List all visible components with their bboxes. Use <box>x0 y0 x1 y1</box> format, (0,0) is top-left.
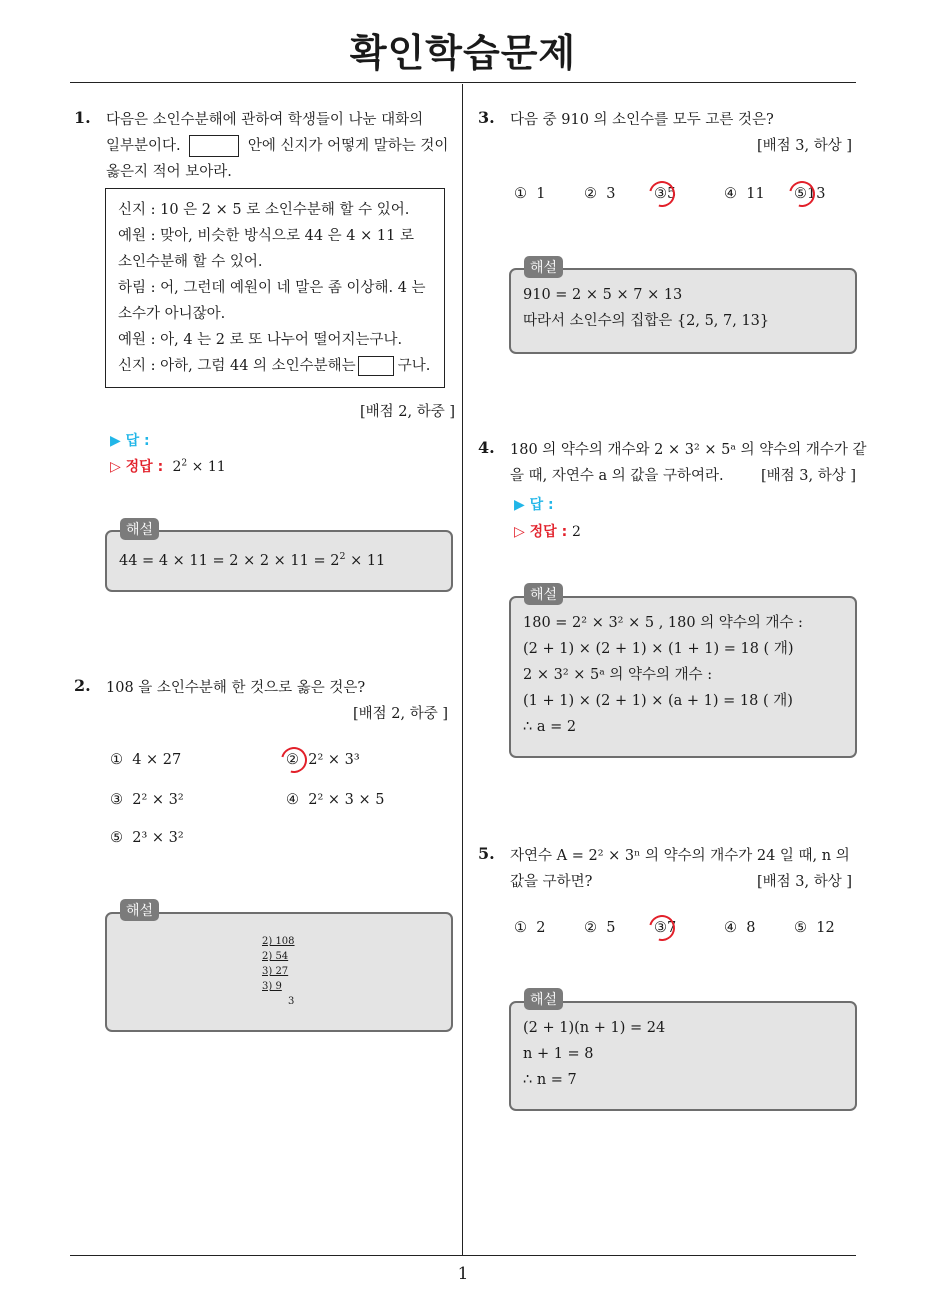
question-text: 다음 중 910 의 소인수를 모두 고른 것은? <box>510 112 774 128</box>
option-5[interactable]: ⑤13 <box>794 186 826 202</box>
explanation-line: n + 1 = 8 <box>523 1046 594 1062</box>
option-3[interactable]: ③7 <box>654 920 677 936</box>
question-text: 일부분이다. 안에 신지가 어떻게 말하는 것이 <box>106 134 448 157</box>
option-4[interactable]: ④ 2² × 3 × 5 <box>286 792 385 808</box>
explanation-line: 따라서 소인수의 집합은 {2, 5, 7, 13} <box>523 313 770 329</box>
explanation-box <box>509 596 857 758</box>
selected-mark-icon: ③ <box>654 186 667 202</box>
option-3[interactable]: ③5 <box>654 186 677 202</box>
question-number: 3. <box>478 108 495 127</box>
option-5[interactable]: ⑤ 2³ × 3² <box>110 830 184 846</box>
dialog-line: 하림 : 어, 그런데 예원이 네 말은 좀 이상해. 4 는 <box>118 280 426 296</box>
question-number: 2. <box>74 676 91 695</box>
score-meta: [배점 3, 하상 ] <box>760 468 856 484</box>
selected-mark-icon: ② <box>286 752 299 768</box>
explanation-tag: 해설 <box>120 899 159 921</box>
score-meta: [배점 2, 하중 ] <box>359 404 455 420</box>
explanation-line: (1 + 1) × (2 + 1) × (a + 1) = 18 ( 개) <box>523 693 793 709</box>
question-text: 180 의 약수의 개수와 2 × 3² × 5ᵃ 의 약수의 개수가 같 <box>510 442 867 458</box>
option-4[interactable]: ④ 8 <box>724 920 756 936</box>
score-meta: [배점 2, 하중 ] <box>352 706 448 722</box>
dialog-line: 소수가 아니잖아. <box>118 306 226 322</box>
explanation-line: ∴ a = 2 <box>523 719 577 735</box>
option-4[interactable]: ④ 11 <box>724 186 765 202</box>
explanation-line: ∴ n = 7 <box>523 1072 577 1088</box>
answer-blank <box>358 356 394 376</box>
score-meta: [배점 3, 하상 ] <box>756 874 852 890</box>
page-title: 확인학습문제 <box>349 31 577 75</box>
explanation-line: (2 + 1) × (2 + 1) × (1 + 1) = 18 ( 개) <box>523 641 794 657</box>
selected-mark-icon: ③ <box>654 920 667 936</box>
option-2[interactable]: ② 5 <box>584 920 616 936</box>
answer-blank <box>189 135 239 157</box>
dialog-line: 예원 : 맞아, 비슷한 방식으로 44 은 4 × 11 로 <box>118 228 414 244</box>
explanation-tag: 해설 <box>524 988 563 1010</box>
column-divider <box>462 84 463 1256</box>
answer-label: ▶ 답 : <box>110 433 150 449</box>
dialog-line: 신지 : 아하, 그럼 44 의 소인수분해는 구나. <box>118 358 431 374</box>
question-text: 자연수 A = 2² × 3ⁿ 의 약수의 개수가 24 일 때, n 의 <box>510 848 850 864</box>
explanation-box <box>105 530 453 592</box>
question-text: 108 을 소인수분해 한 것으로 옳은 것은? <box>106 680 366 696</box>
correct-answer: ▷ 정답 : 2 <box>514 524 581 540</box>
explanation-box <box>509 1001 857 1111</box>
answer-label: ▶ 답 : <box>514 497 554 513</box>
option-1[interactable]: ① 2 <box>514 920 546 936</box>
explanation-line: 180 = 2² × 3² × 5 , 180 의 약수의 개수 : <box>523 615 803 631</box>
explanation-tag: 해설 <box>524 256 563 278</box>
question-text: 다음은 소인수분해에 관하여 학생들이 나눈 대화의 <box>106 112 424 128</box>
dialog-line: 예원 : 아, 4 는 2 로 또 나누어 떨어지는구나. <box>118 332 403 348</box>
question-number: 5. <box>478 844 495 863</box>
option-1[interactable]: ① 4 × 27 <box>110 752 182 768</box>
question-text: 옳은지 적어 보아라. <box>106 164 232 180</box>
selected-mark-icon: ⑤ <box>794 186 807 202</box>
explanation-tag: 해설 <box>524 583 563 605</box>
dialog-box <box>105 188 445 388</box>
option-1[interactable]: ① 1 <box>514 186 546 202</box>
explanation-line: 2 × 3² × 5ᵃ 의 약수의 개수 : <box>523 667 713 683</box>
explanation-line: $44 = 4 \times 11 = 2 \times 2 \times 11 = 2^2 \times 11$ <box>119 551 386 569</box>
explanation-line: 910 = 2 × 5 × 7 × 13 <box>523 287 683 303</box>
division-ladder: 2) 108 2) 54 3) 27 3) 9 3 <box>262 936 295 1007</box>
explanation-line: (2 + 1)(n + 1) = 24 <box>523 1020 666 1036</box>
question-text: 을 때, 자연수 a 의 값을 구하여라. <box>510 468 724 484</box>
bottom-rule <box>70 1255 856 1256</box>
correct-answer: ▷ 정답 : $2^2 \times 11$ <box>110 458 226 475</box>
option-2[interactable]: ② 3 <box>584 186 616 202</box>
explanation-tag: 해설 <box>120 518 159 540</box>
question-number: 4. <box>478 438 495 457</box>
page-number: 1 <box>457 1264 469 1284</box>
explanation-box <box>509 268 857 354</box>
score-meta: [배점 3, 하상 ] <box>756 138 852 154</box>
dialog-line: 소인수분해 할 수 있어. <box>118 254 263 270</box>
dialog-line: 신지 : 10 은 2 × 5 로 소인수분해 할 수 있어. <box>118 202 410 218</box>
option-5[interactable]: ⑤ 12 <box>794 920 835 936</box>
question-number: 1. <box>74 108 91 127</box>
question-text: 값을 구하면? <box>510 874 593 890</box>
option-2[interactable]: ② 2² × 3³ <box>286 752 360 768</box>
option-3[interactable]: ③ 2² × 3² <box>110 792 184 808</box>
